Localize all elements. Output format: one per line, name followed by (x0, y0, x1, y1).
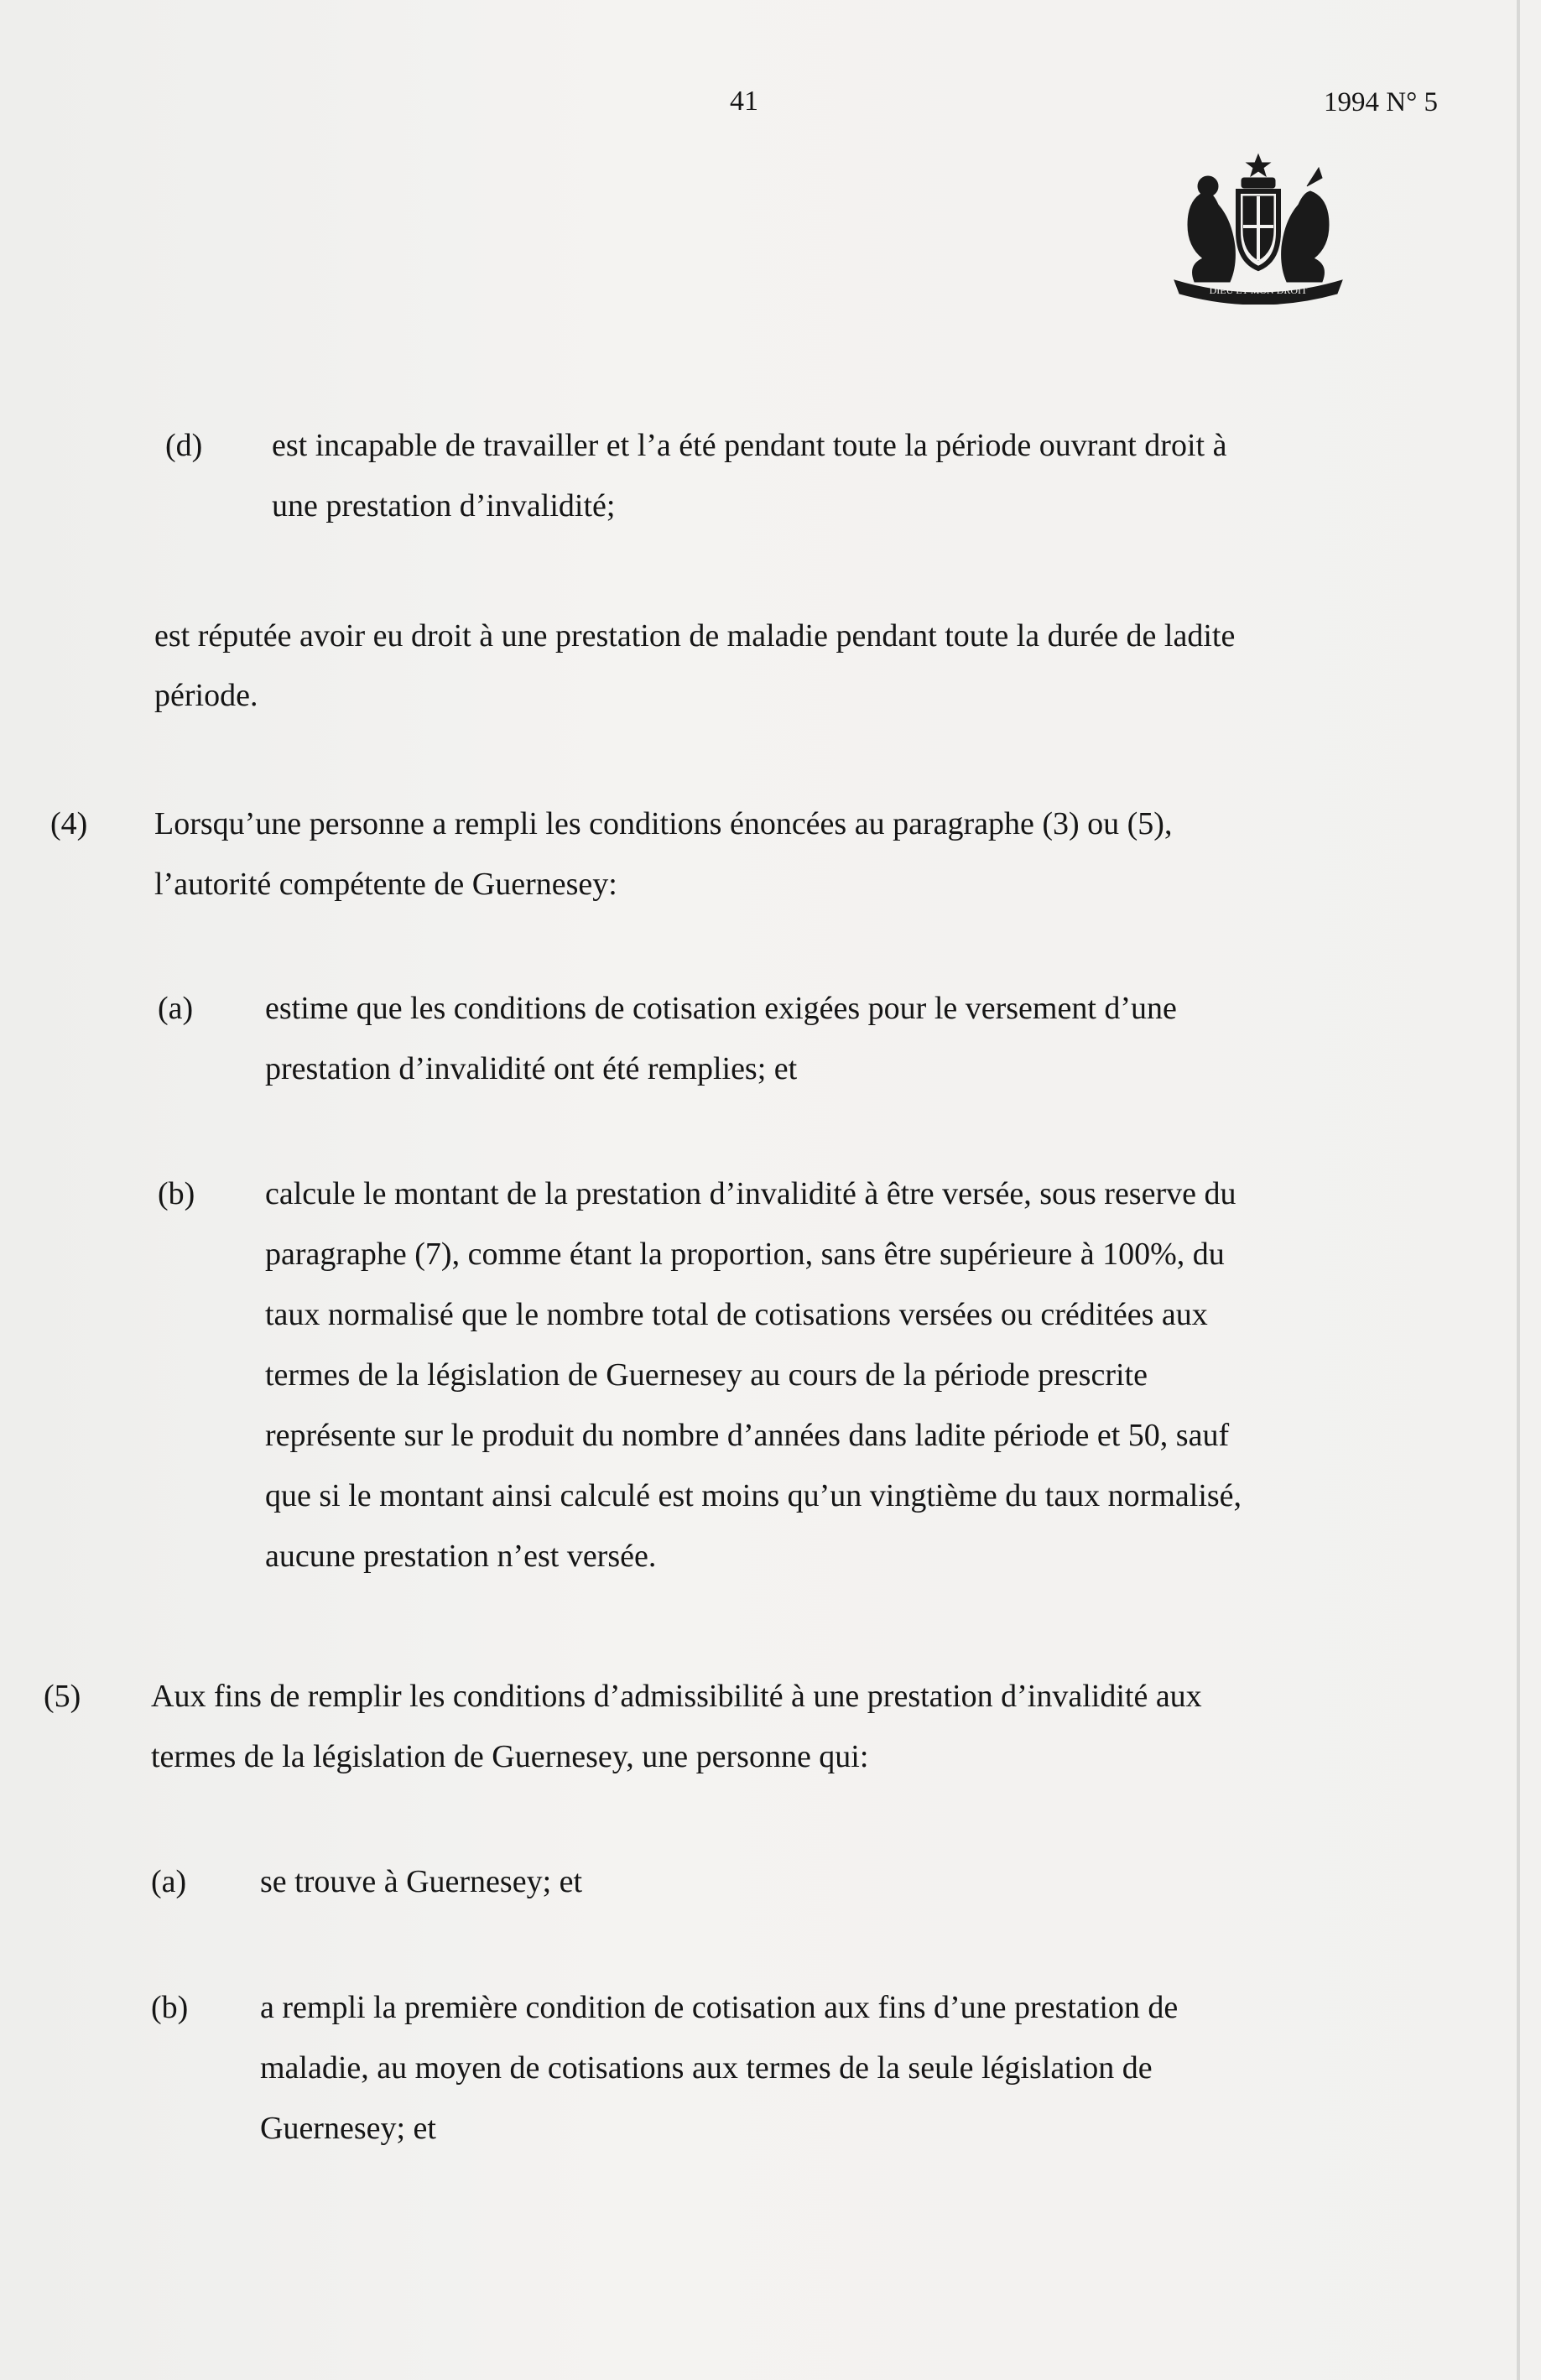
text-line: période. (154, 678, 258, 713)
text-line: a rempli la première condition de cotisation aux fins d’une prestation de (260, 1990, 1179, 2025)
text-line: prestation d’invalidité ont été remplies; et (265, 1051, 798, 1086)
text-line: représente sur le produit du nombre d’années dans ladite période et 50, sauf (265, 1418, 1230, 1453)
item-label: (b) (151, 1990, 189, 2025)
text-line: Guernesey; et (260, 2111, 436, 2146)
text-line: calcule le montant de la prestation d’invalidité à être versée, sous reserve du (265, 1176, 1236, 1211)
text-line: aucune prestation n’est versée. (265, 1539, 657, 1574)
paragraph-label: (4) (50, 806, 88, 841)
page-number: 41 (730, 86, 758, 117)
text-line: paragraphe (7), comme étant la proportion, sans être supérieure à 100%, du (265, 1237, 1225, 1272)
text-line: que si le montant ainsi calculé est moins qu’un vingtième du taux normalisé, (265, 1478, 1242, 1513)
text-line: termes de la législation de Guernesey au cours de la période prescrite (265, 1357, 1148, 1393)
item-label: (a) (151, 1864, 187, 1899)
item-label: (a) (158, 991, 194, 1026)
svg-text:DIEU ET MON DROIT: DIEU ET MON DROIT (1209, 284, 1308, 296)
page-edge-line (1517, 0, 1520, 2380)
text-line: Aux fins de remplir les conditions d’admissibilité à une prestation d’invalidité aux (151, 1679, 1202, 1714)
text-line: estime que les conditions de cotisation exigées pour le versement d’une (265, 991, 1177, 1026)
text-line: est réputée avoir eu droit à une prestation de maladie pendant toute la durée de ladite (154, 618, 1236, 654)
text-line: est incapable de travailler et l’a été pendant toute la période ouvrant droit à (272, 428, 1227, 463)
text-line: se trouve à Guernesey; et (260, 1864, 583, 1899)
royal-coat-of-arms-icon (1158, 149, 1359, 305)
text-line: maladie, au moyen de cotisations aux termes de la seule législation de (260, 2050, 1153, 2086)
text-line: termes de la législation de Guernesey, une personne qui: (151, 1739, 869, 1774)
document-reference: 1994 N° 5 (1324, 87, 1439, 117)
paragraph-label: (5) (44, 1679, 81, 1714)
text-line: taux normalisé que le nombre total de cotisations versées ou créditées aux (265, 1297, 1208, 1332)
text-line: l’autorité compétente de Guernesey: (154, 867, 617, 902)
item-label: (d) (165, 428, 203, 463)
text-line: une prestation d’invalidité; (272, 488, 616, 523)
item-label: (b) (158, 1176, 195, 1211)
text-line: Lorsqu’une personne a rempli les conditions énoncées au paragraphe (3) ou (5), (154, 806, 1173, 841)
